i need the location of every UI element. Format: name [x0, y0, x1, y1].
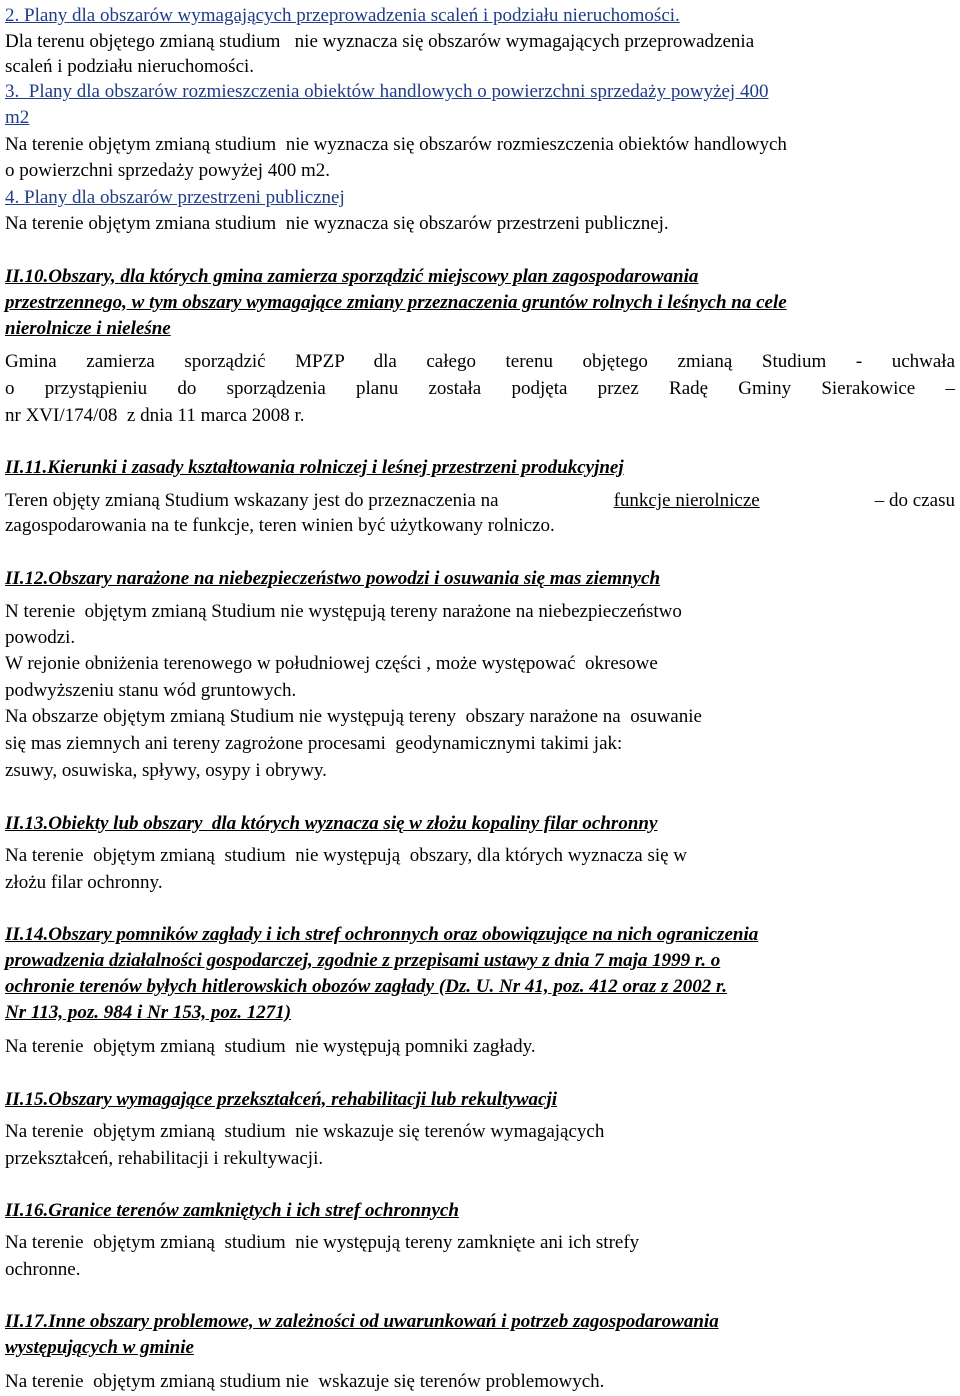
underlined-term: funkcje nierolnicze [613, 490, 760, 511]
paragraph-line: o przystąpieniu do sporządzenia planu została podjęta przez Radę Gminy Sierakowice – [5, 378, 955, 399]
paragraph-line: Na terenie objętym zmianą studium nie wskazuje się terenów wymagających [5, 1121, 605, 1142]
heading-section-3-line1: 3. Plany dla obszarów rozmieszczenia obiektów handlowych o powierzchni sprzedaży powyżej 400 [5, 81, 769, 102]
paragraph-line: zsuwy, osuwiska, spływy, osypy i obrywy. [5, 760, 327, 781]
heading-II-17-line1: II.17.Inne obszary problemowe, w zależności od uwarunkowań i potrzeb zagospodarowania [5, 1311, 719, 1332]
paragraph-line: ochronne. [5, 1259, 81, 1280]
paragraph-line: zagospodarowania na te funkcje, teren winien być użytkowany rolniczo. [5, 515, 555, 536]
paragraph-line: Na terenie objętym zmianą studium nie występują obszary, dla których wyznacza się w [5, 845, 688, 866]
text-span: – do czasu [874, 490, 955, 511]
heading-II-11: II.11.Kierunki i zasady kształtowania rolniczej i leśnej przestrzeni produkcyjnej [5, 457, 624, 478]
paragraph-line: Na terenie objętym zmiana studium nie wyznacza się obszarów przestrzeni publicznej. [5, 213, 669, 234]
heading-II-10-line1: II.10.Obszary, dla których gmina zamierza sporządzić miejscowy plan zagospodarowania [5, 266, 699, 287]
paragraph-line: Na terenie objętym zmianą studium nie wskazuje się terenów problemowych. [5, 1371, 605, 1392]
text-span: Teren objęty zmianą Studium wskazany jest do przeznaczenia na [5, 490, 499, 511]
paragraph-line: Na terenie objętym zmianą studium nie występują tereny zamknięte ani ich strefy [5, 1232, 640, 1253]
heading-II-14-line2: prowadzenia działalności gospodarczej, zgodnie z przepisami ustawy z dnia 7 maja 1999 r. o [5, 950, 721, 971]
paragraph-line: Gmina zamierza sporządzić MPZP dla całego terenu objętego zmianą Studium - uchwała [5, 351, 955, 372]
heading-section-3-line2: m2 [5, 107, 30, 128]
paragraph-line: W rejonie obniżenia terenowego w południowej części , może występować okresowe [5, 653, 658, 674]
paragraph-line: przekształceń, rehabilitacji i rekultywacji. [5, 1148, 324, 1169]
heading-II-10-line2: przestrzennego, w tym obszary wymagające zmiany przeznaczenia gruntów rolnych i leśnych na cele [5, 292, 787, 313]
paragraph-line: scaleń i podziału nieruchomości. [5, 56, 255, 77]
paragraph-line: Na obszarze objętym zmianą Studium nie występują tereny obszary narażone na osuwanie [5, 706, 702, 727]
heading-II-16: II.16.Granice terenów zamkniętych i ich stref ochronnych [5, 1200, 459, 1221]
heading-section-2: 2. Plany dla obszarów wymagających przeprowadzenia scaleń i podziału nieruchomości. [5, 5, 680, 26]
heading-section-4: 4. Plany dla obszarów przestrzeni publicznej [5, 187, 345, 208]
paragraph-line: złożu filar ochronny. [5, 872, 163, 893]
heading-II-17-line2: występujących w gminie [5, 1337, 194, 1358]
paragraph-line: podwyższeniu stanu wód gruntowych. [5, 680, 297, 701]
paragraph-line: N terenie objętym zmianą Studium nie występują tereny narażone na niebezpieczeństwo [5, 601, 682, 622]
heading-II-13: II.13.Obiekty lub obszary dla których wyznacza się w złożu kopaliny filar ochronny [5, 813, 658, 834]
heading-II-14-line1: II.14.Obszary pomników zagłady i ich stref ochronnych oraz obowiązujące na nich ograniczenia [5, 924, 759, 945]
paragraph-line: nr XVI/174/08 z dnia 11 marca 2008 r. [5, 405, 305, 426]
heading-II-12: II.12.Obszary narażone na niebezpieczeństwo powodzi i osuwania się mas ziemnych [5, 568, 661, 589]
heading-II-14-line3: ochronie terenów byłych hitlerowskich obozów zagłady (Dz. U. Nr 41, poz. 412 oraz z 2002 r. [5, 976, 728, 997]
paragraph-line: powodzi. [5, 627, 76, 648]
paragraph-line: Na terenie objętym zmianą studium nie występują pomniki zagłady. [5, 1036, 536, 1057]
paragraph-line: Na terenie objętym zmianą studium nie wyznacza się obszarów rozmieszczenia obiektów handlowych [5, 134, 787, 155]
paragraph-line: się mas ziemnych ani tereny zagrożone procesami geodynamicznymi takimi jak: [5, 733, 623, 754]
paragraph-line [5, 489, 955, 513]
paragraph-line: o powierzchni sprzedaży powyżej 400 m2. [5, 160, 331, 181]
paragraph-line: Dla terenu objętego zmianą studium nie wyznacza się obszarów wymagających przeprowadzenia [5, 31, 755, 52]
heading-II-10-line3: nierolnicze i nieleśne [5, 318, 171, 339]
heading-II-14-line4: Nr 113, poz. 984 i Nr 153, poz. 1271) [5, 1002, 292, 1023]
heading-II-15: II.15.Obszary wymagające przekształceń, rehabilitacji lub rekultywacji [5, 1089, 558, 1110]
